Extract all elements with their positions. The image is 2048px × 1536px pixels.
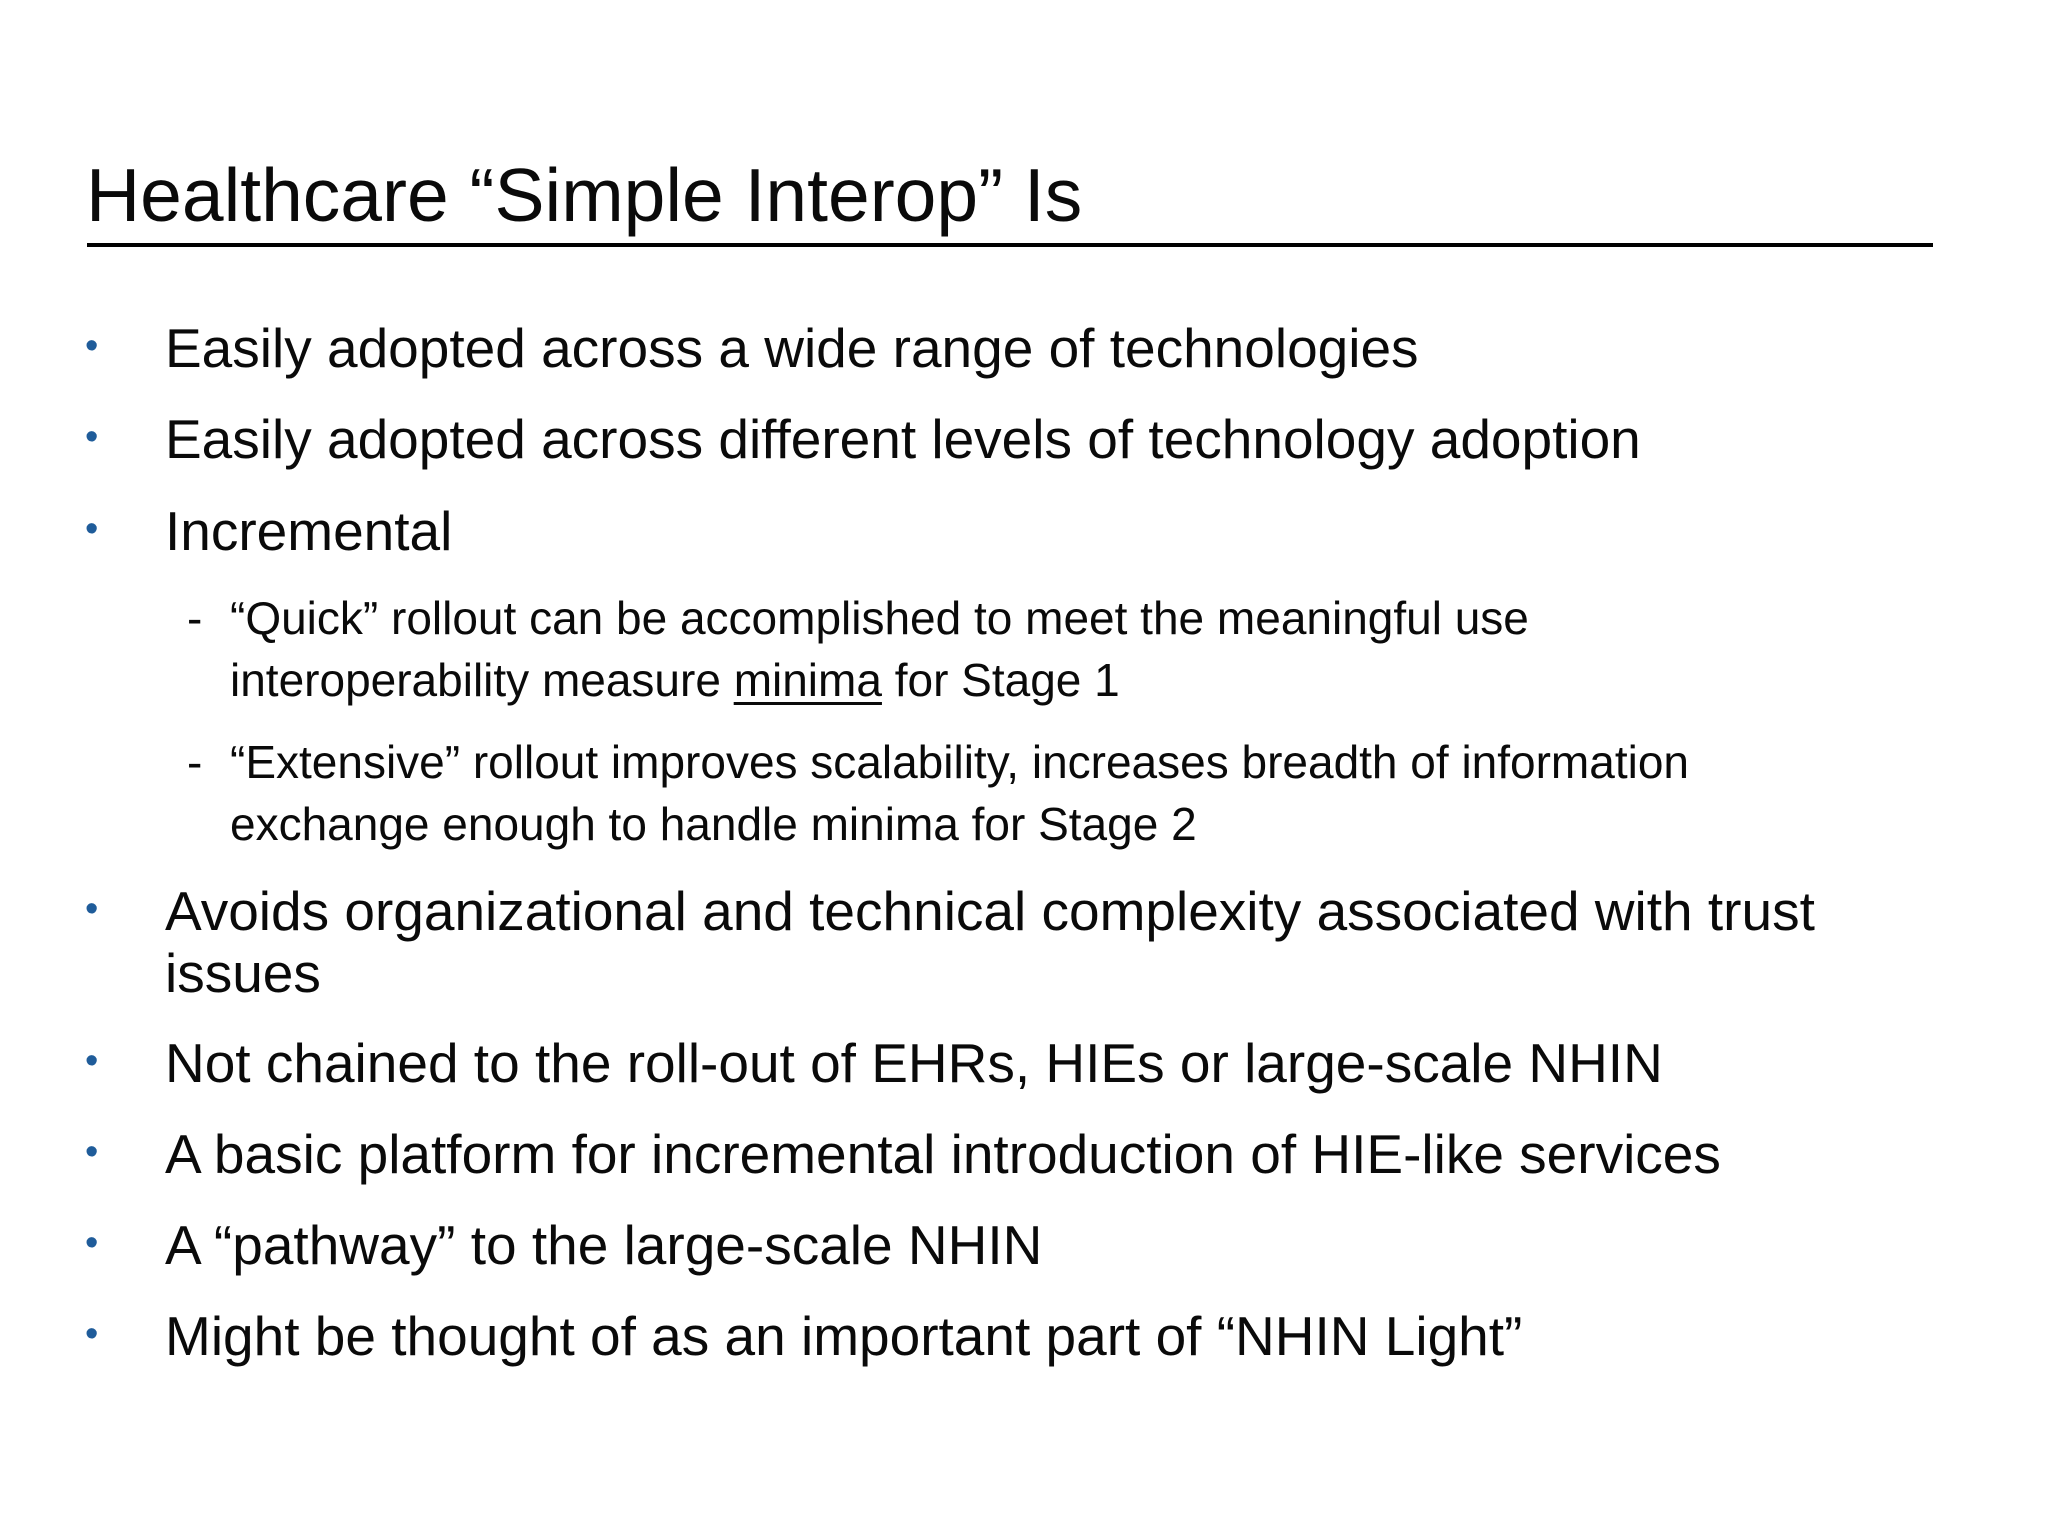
bullet-text: Easily adopted across different levels of technology adoption xyxy=(165,408,1641,470)
bullet-text: Avoids organizational and technical complexity associated with trust issues xyxy=(165,880,1815,1004)
bullet-icon: • xyxy=(85,1313,99,1355)
bullet-text: A basic platform for incremental introduction of HIE-like services xyxy=(165,1123,1721,1185)
dash-icon: - xyxy=(187,736,203,788)
bullet-icon: • xyxy=(85,1222,99,1264)
bullet-text: Easily adopted across a wide range of technologies xyxy=(165,317,1419,379)
dash-icon: - xyxy=(187,592,203,644)
sub-bullet-line: “Quick” rollout can be accomplished to meet the meaningful use xyxy=(230,592,1529,644)
text-run: for Stage 1 xyxy=(881,654,1120,706)
sub-bullet-line: “Extensive” rollout improves scalability, increases breadth of information xyxy=(230,736,1689,788)
bullet-text: Not chained to the roll-out of EHRs, HIEs or large-scale NHIN xyxy=(165,1032,1663,1094)
sub-bullet-text xyxy=(230,587,1930,711)
bullet-icon: • xyxy=(85,325,99,367)
title-divider xyxy=(87,243,1933,247)
sub-bullet-line: exchange enough to handle minima for Stage 2 xyxy=(230,798,1197,850)
text-run: interoperability measure xyxy=(230,654,734,706)
sub-bullet-text xyxy=(230,731,1930,855)
slide-title: Healthcare “Simple Interop” Is xyxy=(86,153,1083,237)
bullet-icon: • xyxy=(85,416,99,458)
bullet-icon: • xyxy=(85,1131,99,1173)
bullet-text: Incremental xyxy=(165,500,453,562)
bullet-icon: • xyxy=(85,508,99,550)
underlined-term: minima xyxy=(733,654,882,706)
bullet-icon: • xyxy=(85,888,99,930)
sub-bullet-line xyxy=(230,649,1930,711)
bullet-icon: • xyxy=(85,1040,99,1082)
bullet-text: A “pathway” to the large-scale NHIN xyxy=(165,1214,1043,1276)
bullet-text: Might be thought of as an important part of “NHIN Light” xyxy=(165,1305,1523,1367)
